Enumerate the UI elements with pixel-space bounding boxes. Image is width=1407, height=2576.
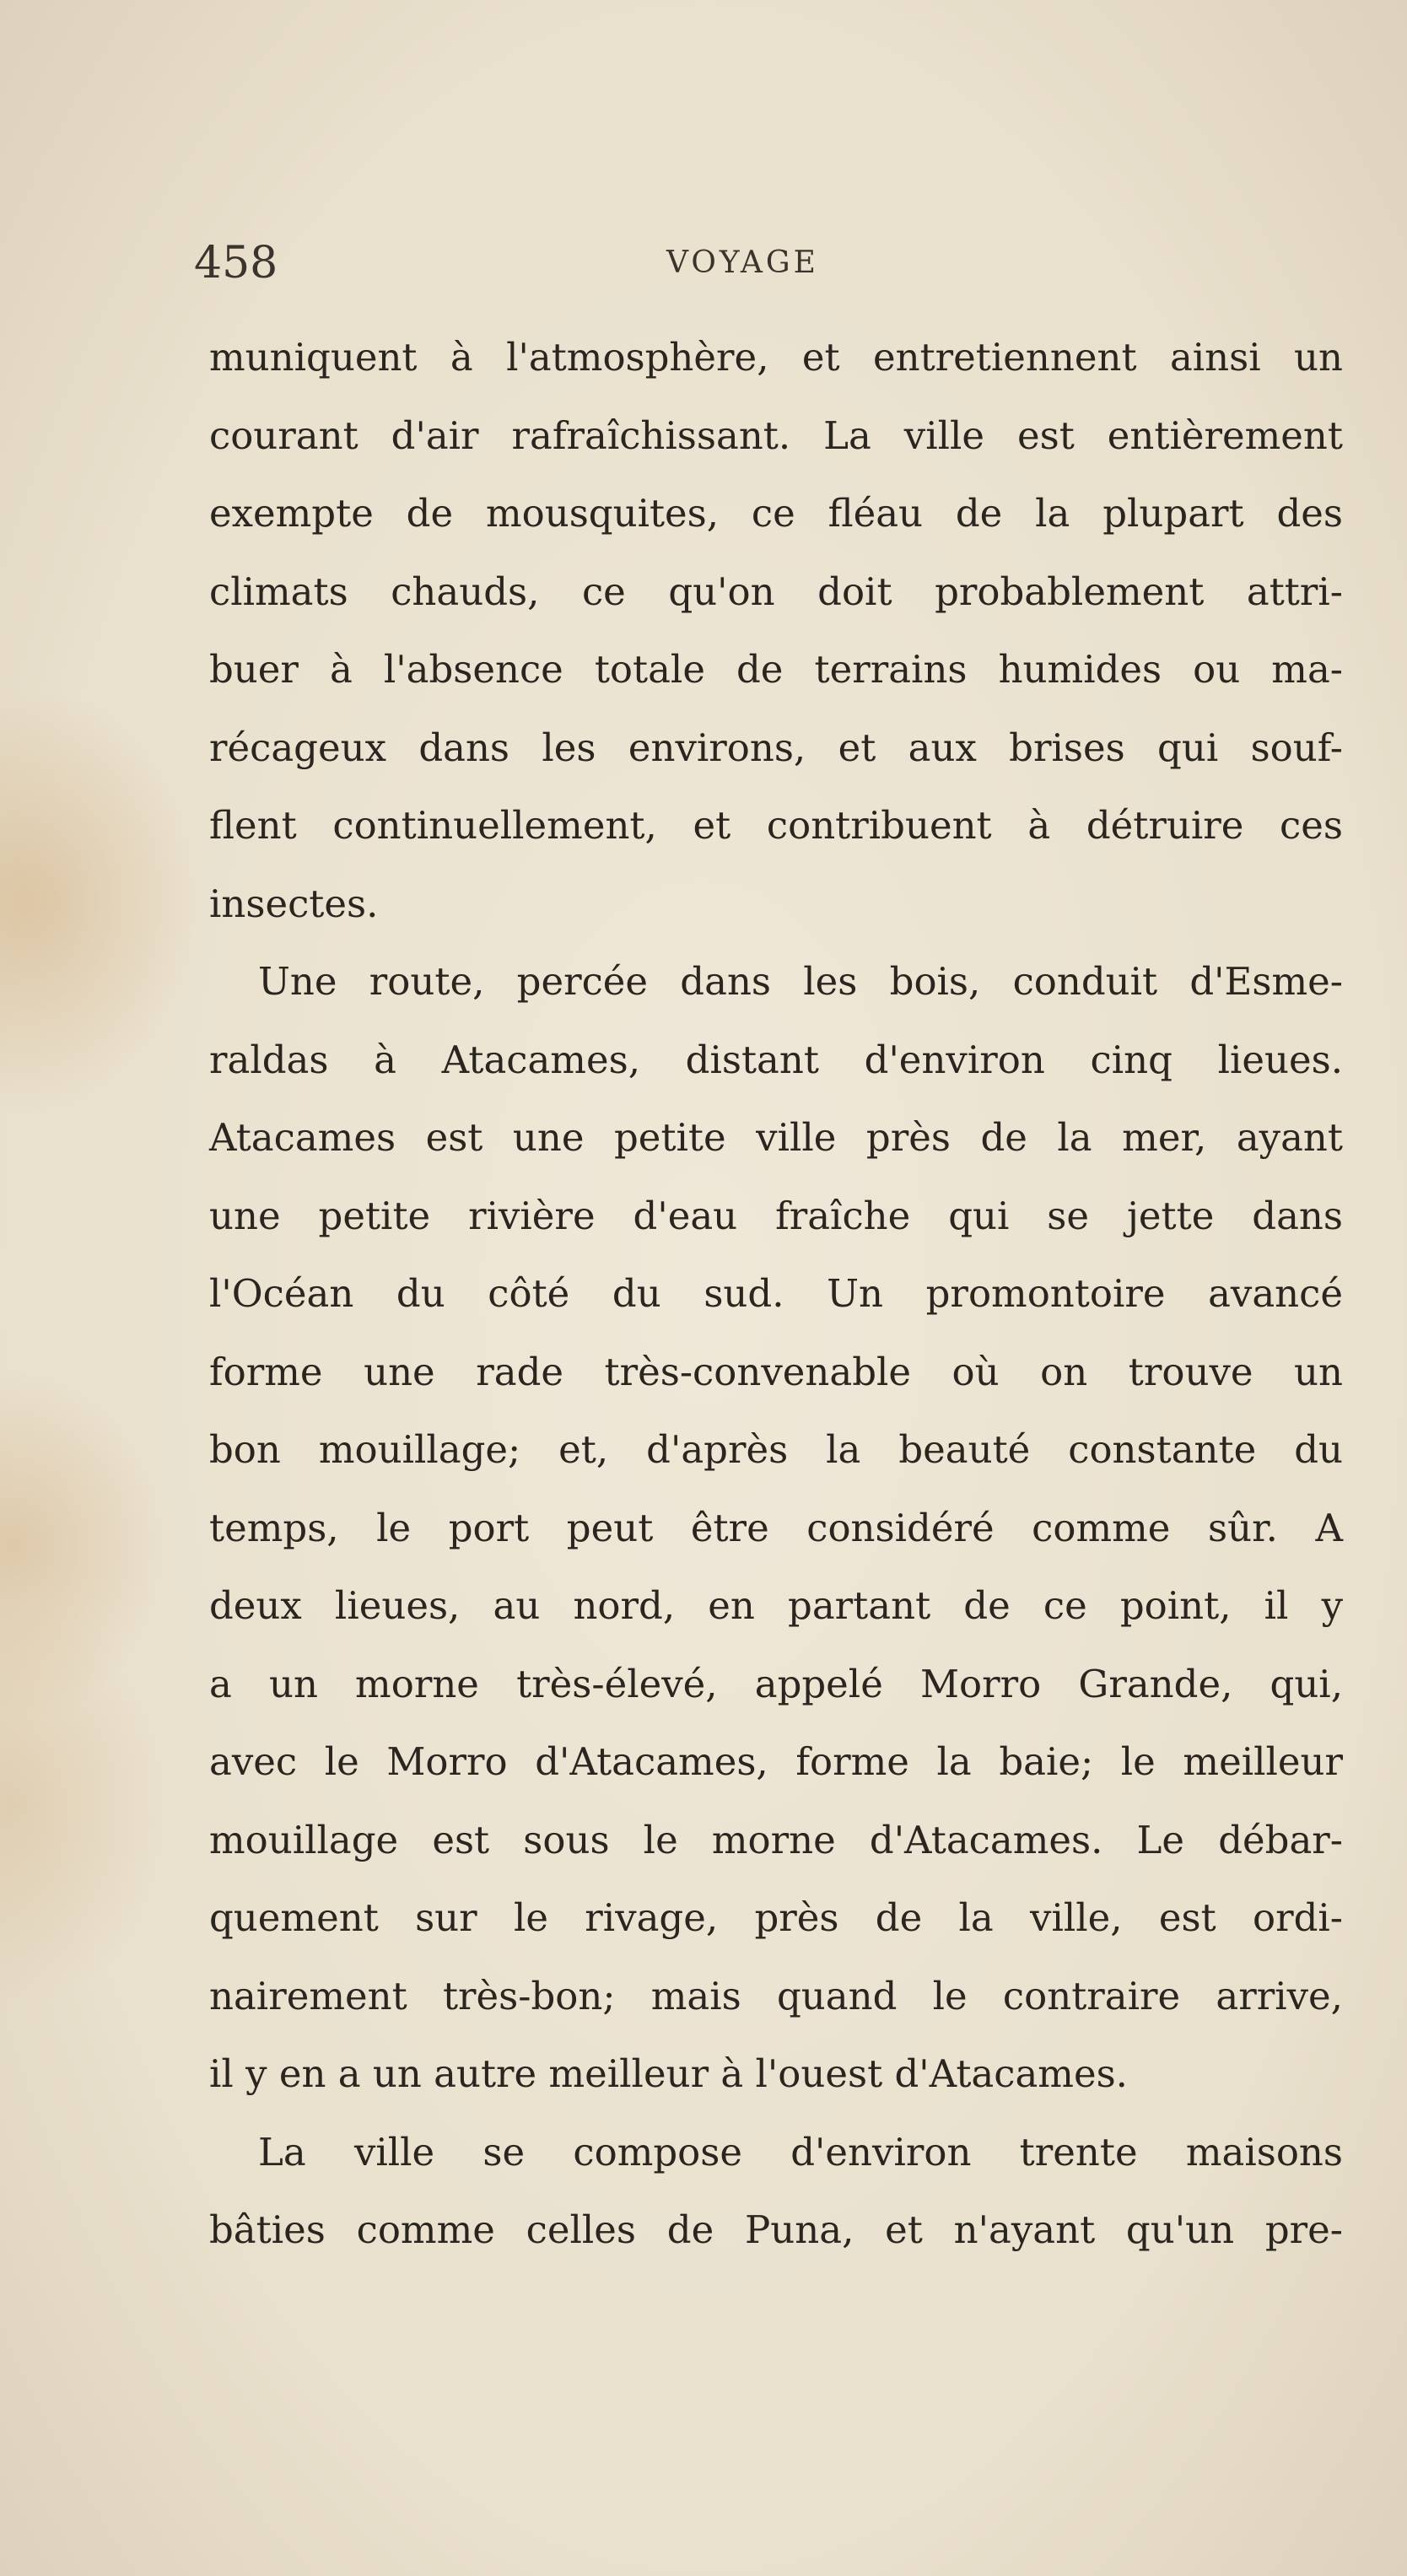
text-line: quement sur le rivage, près de la ville, est ordi- (209, 1895, 1343, 1940)
text-line: insectes. (209, 881, 379, 926)
body-text (209, 319, 1343, 2270)
text-line: avec le Morro d'Atacames, forme la baie; le meilleur (209, 1739, 1343, 1784)
text-line: Atacames est une petite ville près de la mer, ayant (209, 1115, 1343, 1160)
text-line: raldas à Atacames, distant d'environ cinq lieues. (209, 1037, 1343, 1082)
text-line: il y en a un autre meilleur à l'ouest d'Atacames. (209, 2051, 1128, 2096)
text-line: climats chauds, ce qu'on doit probablement attri- (209, 569, 1343, 614)
running-head (194, 229, 1341, 297)
text-line: bâties comme celles de Puna, et n'ayant qu'un pre- (209, 2207, 1343, 2252)
text-line: temps, le port peut être considéré comme sûr. A (209, 1505, 1343, 1550)
text-line: deux lieues, au nord, en partant de ce point, il y (209, 1583, 1343, 1628)
running-title: VOYAGE (666, 245, 819, 280)
text-line: bon mouillage; et, d'après la beauté constante du (209, 1427, 1343, 1472)
text-line: courant d'air rafraîchissant. La ville est entièrement (209, 412, 1343, 458)
text-line: forme une rade très-convenable où on trouve un (209, 1349, 1343, 1394)
text-line: nairement très-bon; mais quand le contraire arrive, (209, 1973, 1343, 2018)
text-line: muniquent à l'atmosphère, et entretiennent ainsi un (209, 335, 1343, 380)
page-number: 458 (194, 238, 278, 288)
text-line: récageux dans les environs, et aux brises qui souf- (209, 725, 1343, 770)
text-line: exempte de mousquites, ce fléau de la plupart des (209, 491, 1343, 536)
text-line: une petite rivière d'eau fraîche qui se jette dans (209, 1193, 1343, 1238)
text-line: l'Océan du côté du sud. Un promontoire avancé (209, 1271, 1343, 1316)
text-line: mouillage est sous le morne d'Atacames. Le débar- (209, 1817, 1343, 1862)
text-line: a un morne très-élevé, appelé Morro Grande, qui, (209, 1661, 1343, 1706)
paragraph-start-line: Une route, percée dans les bois, conduit d'Esme- (258, 959, 1343, 1004)
text-line: flent continuellement, et contribuent à détruire ces (209, 803, 1343, 848)
text-line: buer à l'absence totale de terrains humides ou ma- (209, 647, 1343, 692)
paragraph-start-line: La ville se compose d'environ trente maisons (258, 2129, 1343, 2175)
